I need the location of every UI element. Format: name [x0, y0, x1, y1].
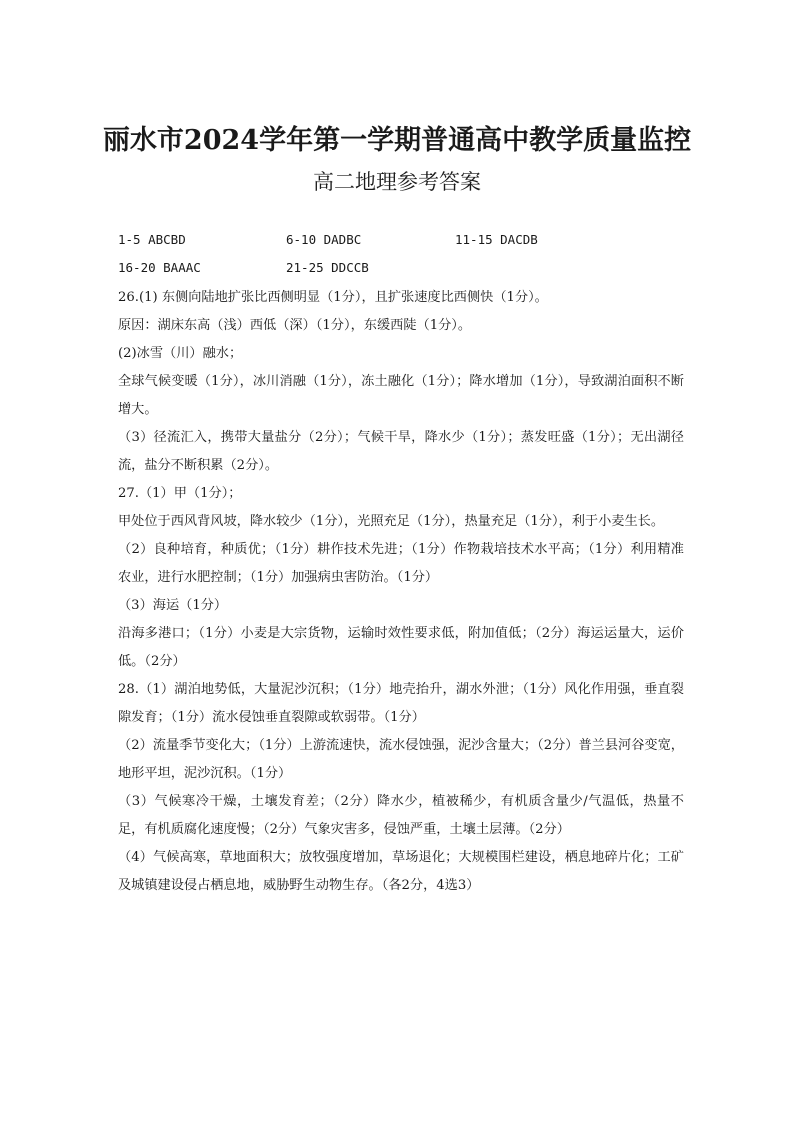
answer-line: （2）流量季节变化大；（1分）上游流速快，流水侵蚀强，泥沙含量大；（2分）普兰县河谷变宽，地形平坦，泥沙沉积。（1分）	[118, 738, 684, 781]
answer-body	[118, 284, 684, 900]
answer-line: (2)冰雪（川）融水；	[118, 346, 243, 361]
answer-line: 26.(1) 东侧向陆地扩张比西侧明显（1分），且扩张速度比西侧快（1分）。	[118, 290, 548, 305]
choice-answer-group: 6-10 DADBC	[286, 232, 362, 247]
answer-line: 全球气候变暖（1分），冰川消融（1分），冻土融化（1分）；降水增加（1分），导致湖泊面积不断增大。	[118, 374, 684, 417]
answer-line: （3）海运（1分）	[118, 598, 228, 613]
answer-line: （3）气候寒冷干燥，土壤发育差；（2分）降水少，植被稀少，有机质含量少/气温低，热量不足，有机质腐化速度慢；（2分）气象灾害多，侵蚀严重，土壤土层薄。（2分）	[118, 794, 684, 837]
answer-line: 沿海多港口；（1分）小麦是大宗货物，运输时效性要求低，附加值低；（2分）海运运量大，运价低。（2分）	[118, 626, 684, 669]
document-title: 丽水市2024学年第一学期普通高中教学质量监控	[102, 125, 692, 156]
choice-answer-group: 1-5 ABCBD	[118, 232, 186, 247]
answer-line: （4）气候高寒，草地面积大；放牧强度增加，草场退化；大规模围栏建设，栖息地碎片化；工矿及城镇建设侵占栖息地，威胁野生动物生存。（各2分，4选3）	[118, 850, 684, 893]
choice-answer-group: 21-25 DDCCB	[286, 260, 369, 275]
answer-line: （2）良种培育，种质优；（1分）耕作技术先进；（1分）作物栽培技术水平高；（1分）利用精准农业，进行水肥控制；（1分）加强病虫害防治。（1分）	[118, 542, 684, 585]
choice-answer-group: 16-20 BAAAC	[118, 260, 201, 275]
choice-answer-group: 11-15 DACDB	[455, 232, 538, 247]
answer-line: 原因：湖床东高（浅）西低（深）（1分），东缓西陡（1分）。	[118, 318, 472, 333]
answer-line: 27.（1）甲（1分）；	[118, 486, 242, 501]
answer-line: 甲处位于西风背风坡，降水较少（1分），光照充足（1分），热量充足（1分），利于小麦生长。	[118, 514, 665, 529]
document-subtitle: 高二地理参考答案	[313, 170, 481, 194]
answer-line: （3）径流汇入，携带大量盐分（2分）；气候干旱，降水少（1分）；蒸发旺盛（1分）；无出湖径流，盐分不断积累（2分）。	[118, 430, 684, 473]
answer-line: 28.（1）湖泊地势低，大量泥沙沉积；（1分）地壳抬升，湖水外泄；（1分）风化作用强，垂直裂隙发育；（1分）流水侵蚀垂直裂隙或软弱带。（1分）	[118, 682, 684, 725]
